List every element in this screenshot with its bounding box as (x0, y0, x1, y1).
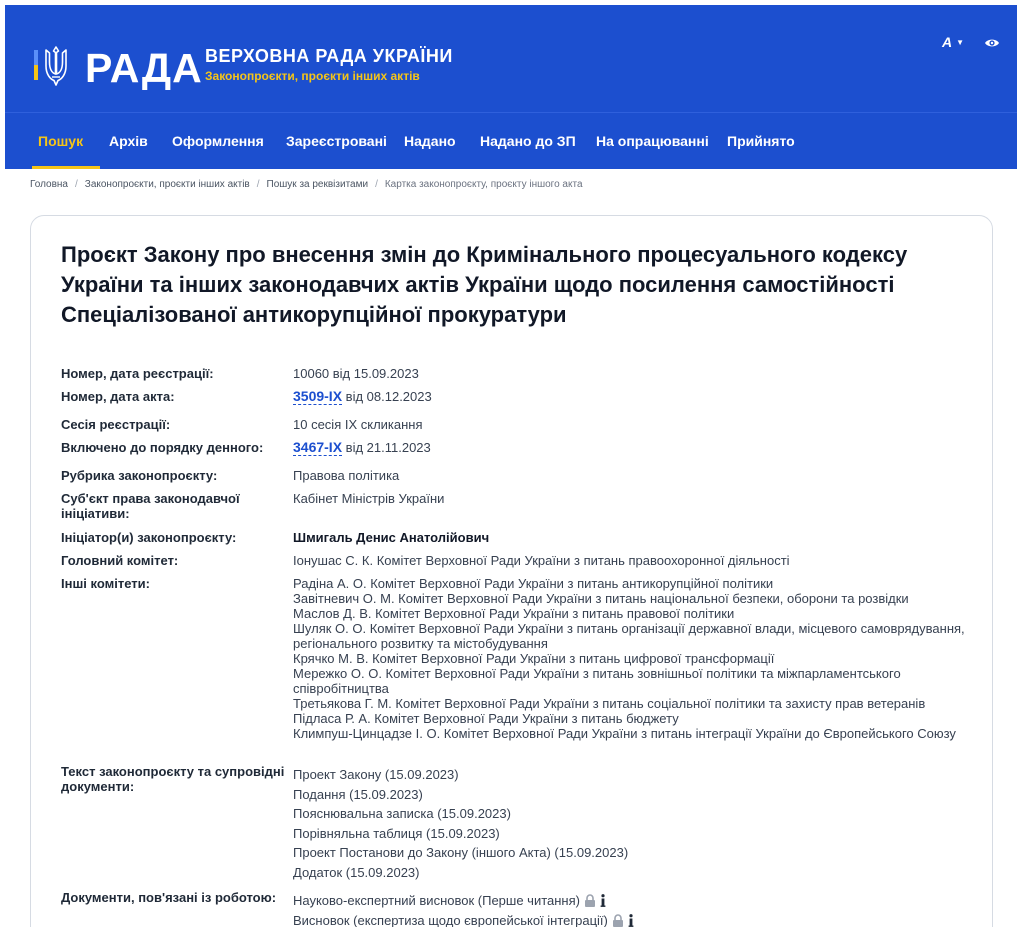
reg-number-value: 10060 від 15.09.2023 (293, 366, 419, 381)
subject-value: Кабінет Міністрів України (293, 491, 445, 506)
work-doc-item[interactable] (293, 911, 973, 927)
document-link[interactable]: Додаток (15.09.2023) (293, 864, 420, 880)
info-icon[interactable] (600, 894, 606, 907)
document-link[interactable]: Проект Постанови до Закону (іншого Акта) (15.09.2023) (293, 845, 629, 860)
committee-item: Маслов Д. В. Комітет Верховної Ради України з питань правової політики (293, 606, 735, 621)
field-label: Головний комітет: (61, 553, 179, 568)
nav-item-search[interactable]: Пошук (38, 133, 84, 149)
chevron-down-icon: ▼ (956, 38, 965, 47)
nav-item-archive[interactable]: Архів (109, 133, 148, 149)
field-label: Включено до порядку денного: (61, 440, 264, 455)
committee-item: Мережко О. О. Комітет Верховної Ради України з питань зовнішньої політики та міжпарламентського співробітництва (293, 666, 901, 696)
breadcrumb-separator: / (375, 179, 378, 190)
info-icon[interactable] (628, 914, 634, 927)
breadcrumb-search-by-details[interactable]: Пошук за реквізитами (266, 179, 369, 190)
breadcrumb-bills[interactable]: Законопроєкти, проєкти інших актів (84, 179, 250, 190)
committee-item: Завітневич О. М. Комітет Верховної Ради України з питань національної безпеки, оборони та розвідки (293, 591, 909, 606)
committee-item: Крячко М. В. Комітет Верховної Ради України з питань цифрової трансформації (293, 651, 775, 666)
document-link[interactable]: Подання (15.09.2023) (293, 786, 423, 802)
agenda-value (293, 440, 973, 455)
field-label: Документи, пов'язані із роботою: (61, 890, 277, 905)
document-link[interactable]: Порівняльна таблиця (15.09.2023) (293, 825, 500, 841)
documents-list (293, 765, 973, 882)
nav-active-indicator (32, 166, 100, 169)
breadcrumb-home[interactable]: Головна (30, 179, 68, 190)
main-committee-value: Іонушас С. К. Комітет Верховної Ради України з питань правоохоронної діяльності (293, 553, 790, 568)
field-label: Номер, дата акта: (61, 389, 175, 404)
field-label: Ініціатор(и) законопроєкту: (61, 530, 237, 545)
work-doc-item[interactable] (293, 891, 973, 911)
field-label: Суб'єкт права законодавчої ініціативи: (61, 491, 240, 521)
agenda-date: від 21.11.2023 (345, 440, 431, 455)
rubric-value: Правова політика (293, 468, 400, 483)
committee-item: Третьякова Г. М. Комітет Верховної Ради України з питань соціальної політики та захисту прав ветеранів (293, 696, 926, 711)
field-label: Інші комітети: (61, 576, 150, 591)
bill-card (30, 215, 993, 927)
work-docs-list (293, 891, 973, 927)
nav-item-provided-zp[interactable]: Надано до ЗП (480, 133, 576, 149)
work-doc-label: Висновок (експертиза щодо європейської інтеграції) (293, 912, 608, 927)
nav-item-adopted[interactable]: Прийнято (727, 133, 795, 149)
trident-icon[interactable] (33, 44, 73, 88)
nav-item-registered[interactable]: Зареєстровані (286, 133, 387, 149)
breadcrumb-separator: / (256, 179, 260, 190)
field-label: Номер, дата реєстрації: (61, 366, 214, 381)
committee-item: Климпуш-Цинцадзе І. О. Комітет Верховної Ради України з питань інтеграції України до Європейського Союзу (293, 726, 956, 741)
session-value: 10 сесія IX скликання (293, 417, 423, 432)
committee-item: Шуляк О. О. Комітет Верховної Ради України з питань організації державної влади, місцевого самоврядування, регіонального розвитку та містобудування (293, 621, 965, 651)
committee-item: Підласа Р. А. Комітет Верховної Ради України з питань бюджету (293, 711, 679, 726)
field-label: Рубрика законопроєкту: (61, 468, 218, 483)
other-committees-list (293, 576, 973, 741)
work-doc-label: Науково-експертний висновок (Перше читання) (293, 893, 580, 908)
site-header (5, 5, 1017, 112)
logo-text[interactable]: РАДА (85, 45, 203, 91)
act-date: від 08.12.2023 (345, 389, 432, 404)
font-size-toggle[interactable] (942, 34, 964, 50)
document-link[interactable]: Пояснювальна записка (15.09.2023) (293, 806, 511, 821)
site-subtitle: Законопроєкти, проєкти інших актів (205, 69, 420, 83)
field-label: Сесія реєстрації: (61, 417, 171, 432)
committee-item: Радіна А. О. Комітет Верховної Ради України з питань антикорупційної політики (293, 576, 774, 591)
act-number-value (293, 389, 973, 404)
font-toggle-label: A (942, 34, 953, 50)
field-label: Текст законопроєкту та супровідні документи: (61, 764, 285, 794)
document-link[interactable]: Проект Закону (15.09.2023) (293, 767, 459, 782)
agenda-link[interactable]: 3467-IX (293, 439, 343, 455)
site-title[interactable]: ВЕРХОВНА РАДА УКРАЇНИ (205, 46, 453, 66)
lock-icon (584, 894, 596, 907)
nav-item-provided[interactable]: Надано (404, 133, 456, 149)
act-number-link[interactable]: 3509-IX (293, 388, 343, 404)
nav-item-formalization[interactable]: Оформлення (172, 133, 264, 149)
bill-title: Проєкт Закону про внесення змін до Кримінального процесуального кодексу України та інших законодавчих актів України щодо посилення самостійності Спеціалізованої антикорупційної прокуратури (61, 242, 908, 327)
breadcrumb-separator: / (75, 179, 78, 190)
lock-icon (612, 914, 624, 927)
breadcrumb (30, 179, 583, 190)
initiator-value: Шмигаль Денис Анатолійович (293, 530, 490, 545)
eye-icon[interactable] (984, 37, 1000, 49)
main-nav (5, 112, 1017, 169)
nav-item-in-process[interactable]: На опрацюванні (596, 133, 709, 149)
breadcrumb-current: Картка законопроєкту, проєкту іншого акта (384, 179, 583, 190)
